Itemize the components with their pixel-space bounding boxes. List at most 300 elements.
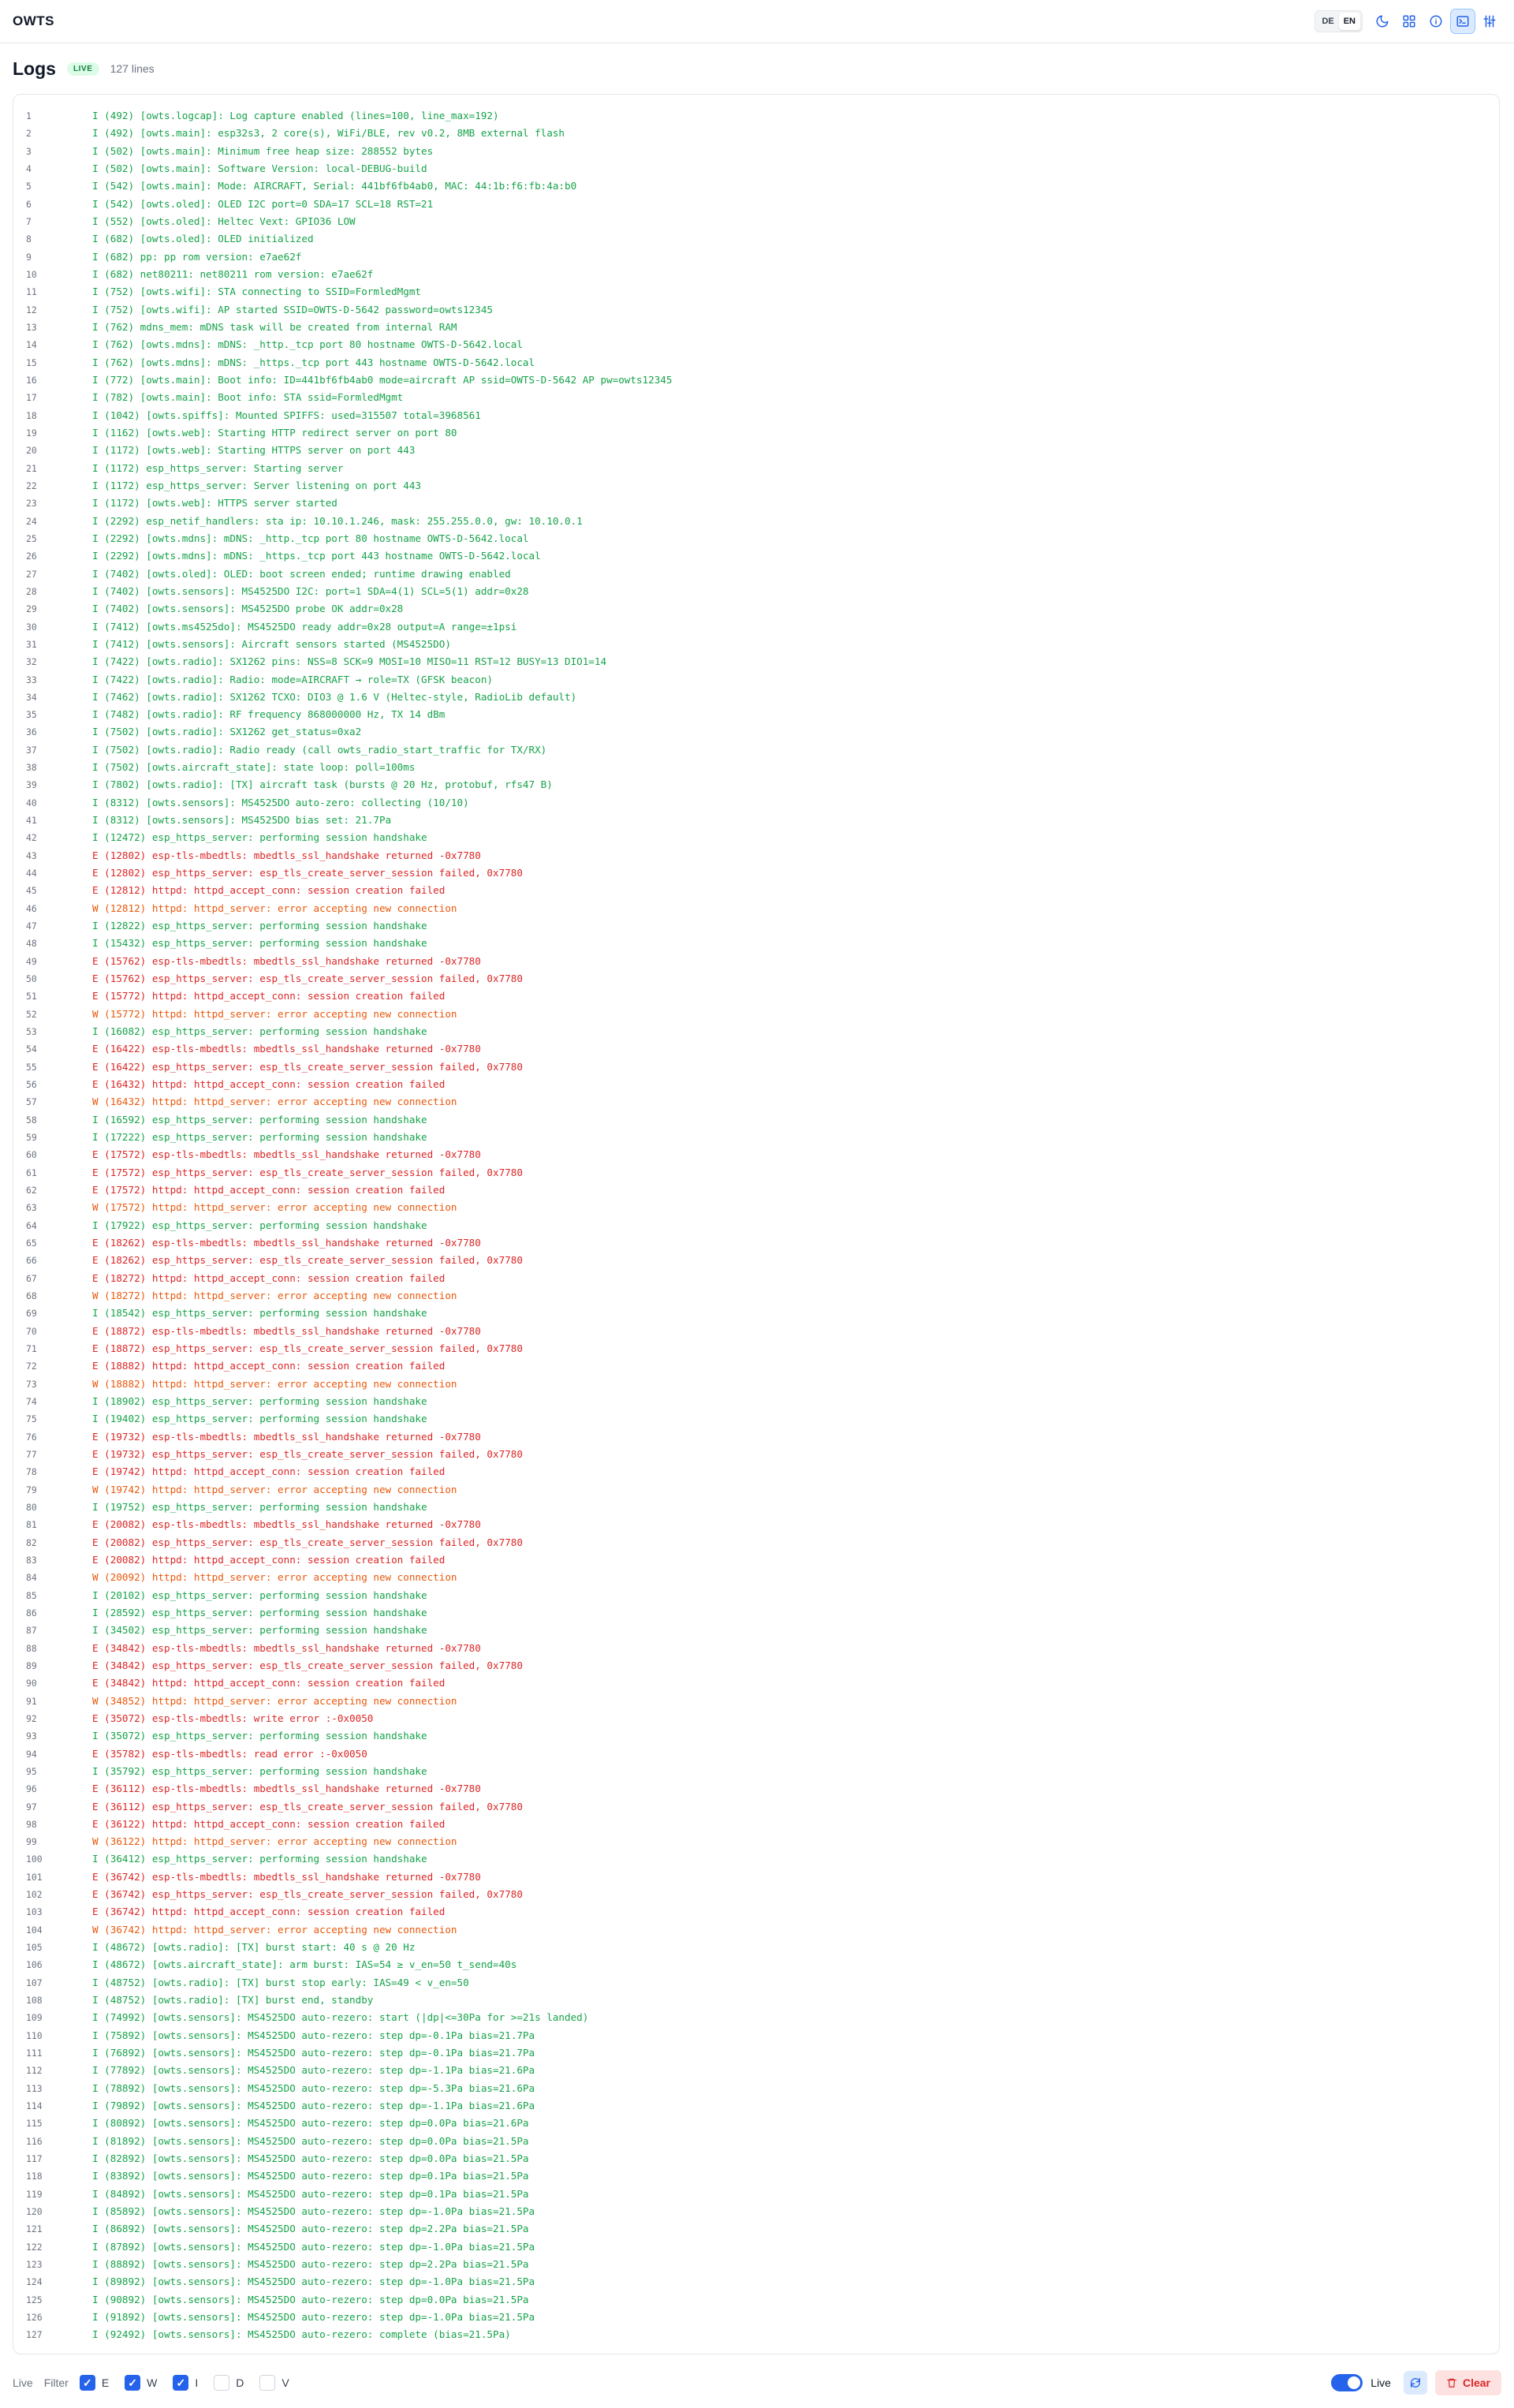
- log-line: [13, 1886, 1499, 1903]
- log-line-text: E (36742) esp_https_server: esp_tls_create_server_session failed, 0x7780: [92, 1888, 523, 1901]
- log-line-text: I (7412) [owts.ms4525do]: MS4525DO ready addr=0x28 output=A range=±1psi: [92, 620, 517, 633]
- log-line-number: 53: [26, 1026, 37, 1038]
- log-line: [13, 143, 1499, 160]
- log-line-number: 99: [26, 1836, 37, 1848]
- log-line-text: I (542) [owts.oled]: OLED I2C port=0 SDA=17 SCL=18 RST=21: [92, 197, 434, 210]
- log-line-number: 94: [26, 1748, 37, 1760]
- log-line: [13, 1534, 1499, 1551]
- log-line-text: I (83892) [owts.sensors]: MS4525DO auto-rezero: step dp=0.1Pa bias=21.5Pa: [92, 2170, 529, 2182]
- log-line-text: E (35782) esp-tls-mbedtls: read error :-0x0050: [92, 1747, 367, 1760]
- log-line-number: 108: [26, 1995, 43, 2007]
- filter-i[interactable]: [173, 2375, 198, 2391]
- log-line-number: 4: [26, 162, 32, 174]
- page-title: Logs: [13, 58, 56, 79]
- log-line-text: I (90892) [owts.sensors]: MS4525DO auto-rezero: step dp=0.0Pa bias=21.5Pa: [92, 2293, 529, 2305]
- log-line-number: 51: [26, 991, 37, 1002]
- log-line: [13, 477, 1499, 495]
- log-line-number: 88: [26, 1642, 37, 1654]
- log-line-number: 113: [26, 2082, 43, 2094]
- grid-icon: [1402, 14, 1416, 28]
- log-line-number: 62: [26, 1185, 37, 1197]
- log-line: [13, 2097, 1499, 2115]
- log-line-number: 27: [26, 568, 37, 580]
- log-line-number: 93: [26, 1730, 37, 1742]
- log-line-text: E (20082) esp_https_server: esp_tls_create_server_session failed, 0x7780: [92, 1536, 523, 1548]
- log-line: [13, 794, 1499, 812]
- log-line: [13, 689, 1499, 706]
- trash-icon: [1446, 2377, 1457, 2388]
- toolbar: [1314, 9, 1501, 33]
- log-line: [13, 2309, 1499, 2326]
- log-line: [13, 636, 1499, 653]
- log-line: [13, 1410, 1499, 1428]
- log-line: [13, 1199, 1499, 1216]
- log-line-number: 11: [26, 286, 37, 298]
- log-line-text: I (1172) [owts.web]: Starting HTTPS server on port 443: [92, 444, 416, 457]
- log-line: [13, 2044, 1499, 2062]
- log-line-number: 83: [26, 1554, 37, 1566]
- log-line-number: 6: [26, 198, 32, 210]
- log-line-number: 38: [26, 762, 37, 774]
- log-line-number: 33: [26, 674, 37, 685]
- log-line-number: 46: [26, 902, 37, 914]
- filter-w[interactable]: [125, 2375, 157, 2391]
- log-line-text: I (2292) esp_netif_handlers: sta ip: 10.10.1.246, mask: 255.255.0.0, gw: 10.10.0.1: [92, 514, 583, 527]
- log-line-number: 74: [26, 1395, 37, 1407]
- log-line-text: I (89892) [owts.sensors]: MS4525DO auto-rezero: step dp=-1.0Pa bias=21.5Pa: [92, 2275, 535, 2288]
- log-line-number: 87: [26, 1625, 37, 1637]
- log-line: [13, 1516, 1499, 1533]
- log-line-number: 126: [26, 2312, 43, 2324]
- log-line-text: I (752) [owts.wifi]: AP started SSID=OWTS-D-5642 password=owts12345: [92, 303, 493, 315]
- log-line: [13, 1376, 1499, 1393]
- log-line: [13, 953, 1499, 970]
- log-line-number: 18: [26, 409, 37, 421]
- log-line-text: E (15762) esp-tls-mbedtls: mbedtls_ssl_handshake returned -0x7780: [92, 954, 481, 967]
- log-line-number: 68: [26, 1290, 37, 1301]
- log-line-number: 24: [26, 515, 37, 527]
- log-line-number: 15: [26, 357, 37, 368]
- log-line: [13, 1763, 1499, 1780]
- log-line-text: I (79892) [owts.sensors]: MS4525DO auto-rezero: step dp=-1.1Pa bias=21.6Pa: [92, 2100, 535, 2112]
- log-line: [13, 230, 1499, 248]
- log-line-text: I (88892) [owts.sensors]: MS4525DO auto-rezero: step dp=2.2Pa bias=21.5Pa: [92, 2258, 529, 2271]
- log-line-text: E (18272) httpd: httpd_accept_conn: session creation failed: [92, 1271, 446, 1284]
- log-line-text: I (74992) [owts.sensors]: MS4525DO auto-rezero: start (|dp|<=30Pa for >=21s landed): [92, 2011, 589, 2024]
- lang-de-button[interactable]: DE: [1322, 17, 1334, 26]
- log-line-text: E (35072) esp-tls-mbedtls: write error :-0x0050: [92, 1712, 374, 1724]
- log-line-number: 23: [26, 498, 37, 510]
- log-line-number: 103: [26, 1906, 43, 1918]
- log-line-text: I (8312) [owts.sensors]: MS4525DO auto-zero: collecting (10/10): [92, 796, 469, 808]
- log-line: [13, 1604, 1499, 1622]
- log-line-text: W (20092) httpd: httpd_server: error accepting new connection: [92, 1571, 457, 1584]
- log-line-text: I (762) [owts.mdns]: mDNS: _http._tcp port 80 hostname OWTS-D-5642.local: [92, 338, 523, 351]
- log-line: [13, 1903, 1499, 1921]
- log-line-text: I (7502) [owts.radio]: Radio ready (call owts_radio_start_traffic for TX/RX): [92, 743, 547, 756]
- filter-d[interactable]: [214, 2375, 244, 2391]
- log-line: [13, 1798, 1499, 1816]
- log-line-text: I (492) [owts.main]: esp32s3, 2 core(s), WiFi/BLE, rev v0.2, 8MB external flash: [92, 127, 565, 140]
- log-line-text: I (76892) [owts.sensors]: MS4525DO auto-rezero: step dp=-0.1Pa bias=21.7Pa: [92, 2047, 535, 2059]
- log-line-text: E (36742) esp-tls-mbedtls: mbedtls_ssl_handshake returned -0x7780: [92, 1870, 481, 1883]
- log-line-number: 65: [26, 1238, 37, 1249]
- log-line-text: W (17572) httpd: httpd_server: error accepting new connection: [92, 1201, 457, 1214]
- log-line-number: 42: [26, 832, 37, 844]
- log-line-text: E (36112) esp_https_server: esp_tls_create_server_session failed, 0x7780: [92, 1800, 523, 1813]
- log-line-number: 84: [26, 1572, 37, 1584]
- log-line: [13, 424, 1499, 442]
- log-line-number: 116: [26, 2135, 43, 2147]
- log-line-text: E (12802) esp-tls-mbedtls: mbedtls_ssl_handshake returned -0x7780: [92, 849, 481, 861]
- log-line-text: I (75892) [owts.sensors]: MS4525DO auto-rezero: step dp=-0.1Pa bias=21.7Pa: [92, 2029, 535, 2041]
- log-line-number: 39: [26, 779, 37, 791]
- log-line-number: 89: [26, 1659, 37, 1671]
- log-line-text: E (18882) httpd: httpd_accept_conn: session creation failed: [92, 1360, 446, 1372]
- logs-button[interactable]: [1451, 9, 1475, 33]
- filter-i-checkbox[interactable]: [173, 2375, 188, 2391]
- log-line: [13, 1499, 1499, 1516]
- log-line-text: I (36412) esp_https_server: performing session handshake: [92, 1853, 427, 1865]
- log-line-number: 52: [26, 1008, 37, 1020]
- log-line-text: I (7422) [owts.radio]: SX1262 pins: NSS=8 SCK=9 MOSI=10 MISO=11 RST=12 BUSY=13 DIO1=14: [92, 655, 607, 668]
- log-line: [13, 653, 1499, 670]
- log-line: [13, 1146, 1499, 1163]
- log-line: [13, 283, 1499, 301]
- log-line: [13, 1270, 1499, 1287]
- log-line: [13, 1569, 1499, 1586]
- log-line-text: I (48672) [owts.radio]: [TX] burst start: 40 s @ 20 Hz: [92, 1941, 416, 1954]
- clear-label: Clear: [1462, 2376, 1490, 2389]
- log-line-text: I (1162) [owts.web]: Starting HTTP redirect server on port 80: [92, 426, 457, 439]
- log-line-text: I (762) [owts.mdns]: mDNS: _https._tcp port 443 hostname OWTS-D-5642.local: [92, 356, 535, 368]
- log-line: [13, 1710, 1499, 1727]
- log-line: [13, 741, 1499, 759]
- log-line-text: E (17572) esp-tls-mbedtls: mbedtls_ssl_handshake returned -0x7780: [92, 1148, 481, 1161]
- log-line-number: 63: [26, 1202, 37, 1214]
- log-line: [13, 987, 1499, 1005]
- log-line-number: 48: [26, 938, 37, 950]
- log-line-text: I (92492) [owts.sensors]: MS4525DO auto-rezero: complete (bias=21.5Pa): [92, 2328, 511, 2341]
- filter-e[interactable]: [80, 2375, 109, 2391]
- log-panel[interactable]: [13, 94, 1500, 2354]
- log-line-number: 112: [26, 2065, 43, 2077]
- settings-button[interactable]: [1478, 9, 1501, 33]
- log-line-number: 85: [26, 1589, 37, 1601]
- log-line: [13, 1023, 1499, 1040]
- log-line: [13, 1252, 1499, 1269]
- log-line-number: 124: [26, 2276, 43, 2288]
- sliders-icon: [1482, 14, 1497, 28]
- log-line-text: W (36122) httpd: httpd_server: error accepting new connection: [92, 1835, 457, 1848]
- log-line-number: 127: [26, 2329, 43, 2341]
- log-line-text: I (782) [owts.main]: Boot info: STA ssid=FormledMgmt: [92, 391, 404, 404]
- log-line-number: 114: [26, 2100, 43, 2112]
- log-line: [13, 618, 1499, 636]
- log-line-text: I (7402) [owts.sensors]: MS4525DO probe OK addr=0x28: [92, 603, 404, 615]
- log-line-text: I (1172) esp_https_server: Server listening on port 443: [92, 479, 422, 491]
- filter-v-checkbox[interactable]: [259, 2375, 275, 2391]
- log-line-number: 82: [26, 1536, 37, 1548]
- log-line: [13, 2256, 1499, 2273]
- log-line-text: I (502) [owts.main]: Minimum free heap size: 288552 bytes: [92, 144, 434, 157]
- log-line: [13, 600, 1499, 618]
- log-line: [13, 1745, 1499, 1763]
- log-line: [13, 1463, 1499, 1480]
- filter-e-checkbox[interactable]: [80, 2375, 95, 2391]
- log-line: [13, 1234, 1499, 1252]
- log-line-number: 79: [26, 1484, 37, 1495]
- log-line-number: 101: [26, 1871, 43, 1883]
- log-line: [13, 177, 1499, 195]
- log-line-number: 71: [26, 1342, 37, 1354]
- log-line-text: I (19402) esp_https_server: performing session handshake: [92, 1413, 427, 1425]
- log-line-text: I (48752) [owts.radio]: [TX] burst end, standby: [92, 1994, 374, 2007]
- log-line-text: I (35792) esp_https_server: performing session handshake: [92, 1764, 427, 1777]
- log-line-text: I (8312) [owts.sensors]: MS4525DO bias set: 21.7Pa: [92, 814, 392, 827]
- log-line-text: E (20082) esp-tls-mbedtls: mbedtls_ssl_handshake returned -0x7780: [92, 1518, 481, 1531]
- log-line-number: 45: [26, 885, 37, 897]
- log-line-text: I (542) [owts.main]: Mode: AIRCRAFT, Serial: 441bf6fb4ab0, MAC: 44:1b:f6:fb:4a:b0: [92, 180, 577, 192]
- log-line: [13, 513, 1499, 530]
- log-line-text: I (7502) [owts.radio]: SX1262 get_status=0xa2: [92, 726, 362, 738]
- info-button[interactable]: [1424, 9, 1448, 33]
- log-line-text: E (34842) httpd: httpd_accept_conn: session creation failed: [92, 1677, 446, 1689]
- log-line-text: W (12812) httpd: httpd_server: error accepting new connection: [92, 902, 457, 914]
- log-line: [13, 829, 1499, 846]
- log-line-text: E (19732) esp_https_server: esp_tls_create_server_session failed, 0x7780: [92, 1447, 523, 1460]
- log-line: [13, 2203, 1499, 2220]
- log-line: [13, 776, 1499, 793]
- log-line: [13, 160, 1499, 177]
- log-line-number: 14: [26, 339, 37, 351]
- log-line-text: I (7412) [owts.sensors]: Aircraft sensors started (MS4525DO): [92, 637, 451, 650]
- log-line-number: 59: [26, 1132, 37, 1144]
- log-line: [13, 2133, 1499, 2150]
- log-line: [13, 1974, 1499, 1992]
- log-line: [13, 1833, 1499, 1850]
- log-line-number: 91: [26, 1695, 37, 1707]
- log-line-number: 67: [26, 1272, 37, 1284]
- log-line-number: 123: [26, 2259, 43, 2271]
- log-line: [13, 2062, 1499, 2079]
- log-line-text: I (772) [owts.main]: Boot info: ID=441bf6fb4ab0 mode=aircraft AP ssid=OWTS-D-5642 AP pw=owts12345: [92, 373, 673, 386]
- log-line-text: I (18902) esp_https_server: performing session handshake: [92, 1394, 427, 1407]
- log-line-number: 9: [26, 251, 32, 263]
- log-line-number: 3: [26, 145, 32, 157]
- log-line-text: E (18872) esp-tls-mbedtls: mbedtls_ssl_handshake returned -0x7780: [92, 1324, 481, 1337]
- log-line-text: I (16592) esp_https_server: performing session handshake: [92, 1113, 427, 1126]
- log-line-number: 22: [26, 480, 37, 491]
- log-line-text: E (16432) httpd: httpd_accept_conn: session creation failed: [92, 1078, 446, 1091]
- log-line: [13, 1305, 1499, 1322]
- log-line-number: 75: [26, 1413, 37, 1425]
- log-line: [13, 917, 1499, 935]
- log-line-number: 72: [26, 1361, 37, 1372]
- log-line-number: 49: [26, 955, 37, 967]
- page-header: [13, 55, 155, 82]
- log-line: [13, 2273, 1499, 2290]
- log-line-text: I (7402) [owts.oled]: OLED: boot screen ended; runtime drawing enabled: [92, 567, 511, 580]
- log-line: [13, 1323, 1499, 1340]
- log-line: [13, 1428, 1499, 1446]
- log-line-text: I (20102) esp_https_server: performing session handshake: [92, 1589, 427, 1601]
- log-line-text: I (16082) esp_https_server: performing session handshake: [92, 1025, 427, 1038]
- log-line: [13, 442, 1499, 459]
- log-line: [13, 2291, 1499, 2309]
- moon-icon: [1375, 14, 1389, 28]
- log-line-number: 69: [26, 1308, 37, 1320]
- live-badge: LIVE: [67, 62, 99, 76]
- terminal-icon: [1456, 14, 1470, 28]
- log-line: [13, 1340, 1499, 1357]
- log-line-text: W (19742) httpd: httpd_server: error accepting new connection: [92, 1483, 457, 1495]
- log-line-text: I (12822) esp_https_server: performing session handshake: [92, 920, 427, 932]
- log-line-number: 96: [26, 1783, 37, 1795]
- log-line-number: 80: [26, 1501, 37, 1513]
- lang-en-button[interactable]: EN: [1339, 13, 1360, 30]
- live-toggle[interactable]: [1331, 2374, 1363, 2391]
- log-line-text: I (7502) [owts.aircraft_state]: state loop: poll=100ms: [92, 761, 416, 774]
- log-line: [13, 1816, 1499, 1833]
- log-line-number: 106: [26, 1959, 43, 1971]
- log-line: [13, 266, 1499, 283]
- log-line-text: I (552) [owts.oled]: Heltec Vext: GPIO36 LOW: [92, 215, 356, 227]
- filter-w-checkbox[interactable]: [125, 2375, 140, 2391]
- log-line-text: I (7422) [owts.radio]: Radio: mode=AIRCRAFT → role=TX (GFSK beacon): [92, 673, 493, 685]
- log-line-text: I (682) pp: pp rom version: e7ae62f: [92, 250, 302, 263]
- log-line-text: W (16432) httpd: httpd_server: error accepting new connection: [92, 1096, 457, 1108]
- log-line-number: 117: [26, 2153, 43, 2165]
- log-line-text: E (16422) esp-tls-mbedtls: mbedtls_ssl_handshake returned -0x7780: [92, 1043, 481, 1055]
- log-line-number: 56: [26, 1079, 37, 1091]
- log-line-number: 25: [26, 532, 37, 544]
- log-line-text: W (34852) httpd: httpd_server: error accepting new connection: [92, 1694, 457, 1707]
- log-line: [13, 812, 1499, 829]
- log-line-number: 8: [26, 233, 32, 245]
- log-line-text: E (18262) esp-tls-mbedtls: mbedtls_ssl_handshake returned -0x7780: [92, 1237, 481, 1249]
- log-line-number: 21: [26, 462, 37, 474]
- language-switch: [1314, 10, 1363, 32]
- filter-label: Filter: [43, 2376, 69, 2389]
- log-line: [13, 1956, 1499, 1973]
- log-line-number: 81: [26, 1519, 37, 1531]
- log-line-text: I (1172) [owts.web]: HTTPS server started: [92, 497, 337, 510]
- theme-toggle-button[interactable]: [1370, 9, 1394, 33]
- log-line: [13, 935, 1499, 952]
- log-line-number: 13: [26, 321, 37, 333]
- log-line-number: 47: [26, 920, 37, 932]
- log-line: [13, 1164, 1499, 1182]
- log-line-text: I (7402) [owts.sensors]: MS4525DO I2C: port=1 SDA=4(1) SCL=5(1) addr=0x28: [92, 584, 529, 597]
- log-line-text: I (80892) [owts.sensors]: MS4525DO auto-rezero: step dp=0.0Pa bias=21.6Pa: [92, 2117, 529, 2130]
- log-line-text: I (86892) [owts.sensors]: MS4525DO auto-rezero: step dp=2.2Pa bias=21.5Pa: [92, 2223, 529, 2235]
- log-line-number: 30: [26, 621, 37, 633]
- log-line-text: W (18882) httpd: httpd_server: error accepting new connection: [92, 1377, 457, 1390]
- log-line-text: I (18542) esp_https_server: performing session handshake: [92, 1307, 427, 1320]
- log-line: [13, 2167, 1499, 2185]
- log-line-number: 98: [26, 1818, 37, 1830]
- log-line-text: I (7462) [owts.radio]: SX1262 TCXO: DIO3 @ 1.6 V (Heltec-style, RadioLib default): [92, 690, 577, 703]
- clear-button[interactable]: [1435, 2370, 1501, 2395]
- log-line-number: 16: [26, 374, 37, 386]
- log-line: [13, 1182, 1499, 1199]
- refresh-button[interactable]: [1404, 2371, 1427, 2395]
- log-line-number: 43: [26, 849, 37, 861]
- log-line: [13, 1093, 1499, 1111]
- log-line: [13, 1446, 1499, 1463]
- log-line-number: 97: [26, 1801, 37, 1813]
- log-line: [13, 1780, 1499, 1798]
- log-line-number: 19: [26, 427, 37, 439]
- log-line: [13, 1640, 1499, 1657]
- log-line: [13, 671, 1499, 689]
- filter-d-label: D: [236, 2376, 244, 2389]
- log-line: [13, 847, 1499, 864]
- log-line: [13, 1217, 1499, 1234]
- log-line-number: 111: [26, 2048, 43, 2059]
- log-line-number: 61: [26, 1167, 37, 1178]
- log-line-number: 41: [26, 815, 37, 827]
- log-line-text: I (85892) [owts.sensors]: MS4525DO auto-rezero: step dp=-1.0Pa bias=21.5Pa: [92, 2205, 535, 2218]
- log-line: [13, 1869, 1499, 1886]
- filter-v[interactable]: [259, 2375, 289, 2391]
- log-line: [13, 583, 1499, 600]
- log-line-text: I (1172) esp_https_server: Starting server: [92, 461, 344, 474]
- log-line-number: 118: [26, 2171, 43, 2182]
- log-line-text: E (15772) httpd: httpd_accept_conn: session creation failed: [92, 990, 446, 1002]
- filter-d-checkbox[interactable]: [214, 2375, 229, 2391]
- log-line-text: I (48672) [owts.aircraft_state]: arm burst: IAS=54 ≥ v_en=50 t_send=40s: [92, 1958, 517, 1971]
- log-line: [13, 125, 1499, 142]
- log-line-number: 37: [26, 744, 37, 756]
- log-line-text: E (18262) esp_https_server: esp_tls_create_server_session failed, 0x7780: [92, 1254, 523, 1267]
- log-line-text: I (48752) [owts.radio]: [TX] burst stop early: IAS=49 < v_en=50: [92, 1976, 469, 1988]
- log-line-text: I (2292) [owts.mdns]: mDNS: _https._tcp port 443 hostname OWTS-D-5642.local: [92, 550, 541, 562]
- log-line: [13, 1076, 1499, 1093]
- log-line-text: E (36742) httpd: httpd_accept_conn: session creation failed: [92, 1906, 446, 1918]
- log-line-text: E (16422) esp_https_server: esp_tls_create_server_session failed, 0x7780: [92, 1060, 523, 1073]
- log-line-number: 125: [26, 2294, 43, 2305]
- log-line-number: 31: [26, 638, 37, 650]
- dashboard-button[interactable]: [1397, 9, 1421, 33]
- log-line-number: 73: [26, 1378, 37, 1390]
- log-line-number: 17: [26, 392, 37, 404]
- log-line-text: E (17572) esp_https_server: esp_tls_create_server_session failed, 0x7780: [92, 1166, 523, 1178]
- log-line-number: 60: [26, 1149, 37, 1161]
- log-line-text: E (20082) httpd: httpd_accept_conn: session creation failed: [92, 1553, 446, 1566]
- log-line-number: 36: [26, 726, 37, 738]
- log-line-number: 5: [26, 181, 32, 192]
- log-line-text: I (2292) [owts.mdns]: mDNS: _http._tcp port 80 hostname OWTS-D-5642.local: [92, 532, 529, 544]
- log-line: [13, 1040, 1499, 1058]
- log-line: [13, 389, 1499, 406]
- log-line-text: I (91892) [owts.sensors]: MS4525DO auto-rezero: step dp=-1.0Pa bias=21.5Pa: [92, 2311, 535, 2324]
- log-line-number: 70: [26, 1325, 37, 1337]
- log-line-number: 35: [26, 709, 37, 721]
- log-line-text: W (18272) httpd: httpd_server: error accepting new connection: [92, 1289, 457, 1301]
- log-line-text: W (15772) httpd: httpd_server: error accepting new connection: [92, 1007, 457, 1020]
- log-line: [13, 547, 1499, 565]
- log-line: [13, 1551, 1499, 1569]
- log-line: [13, 706, 1499, 723]
- log-line-number: 58: [26, 1114, 37, 1126]
- log-line-text: I (82892) [owts.sensors]: MS4525DO auto-rezero: step dp=0.0Pa bias=21.5Pa: [92, 2152, 529, 2165]
- log-line: [13, 407, 1499, 424]
- filter-e-label: E: [101, 2376, 110, 2389]
- log-line-number: 77: [26, 1448, 37, 1460]
- live-label: Live: [13, 2376, 33, 2389]
